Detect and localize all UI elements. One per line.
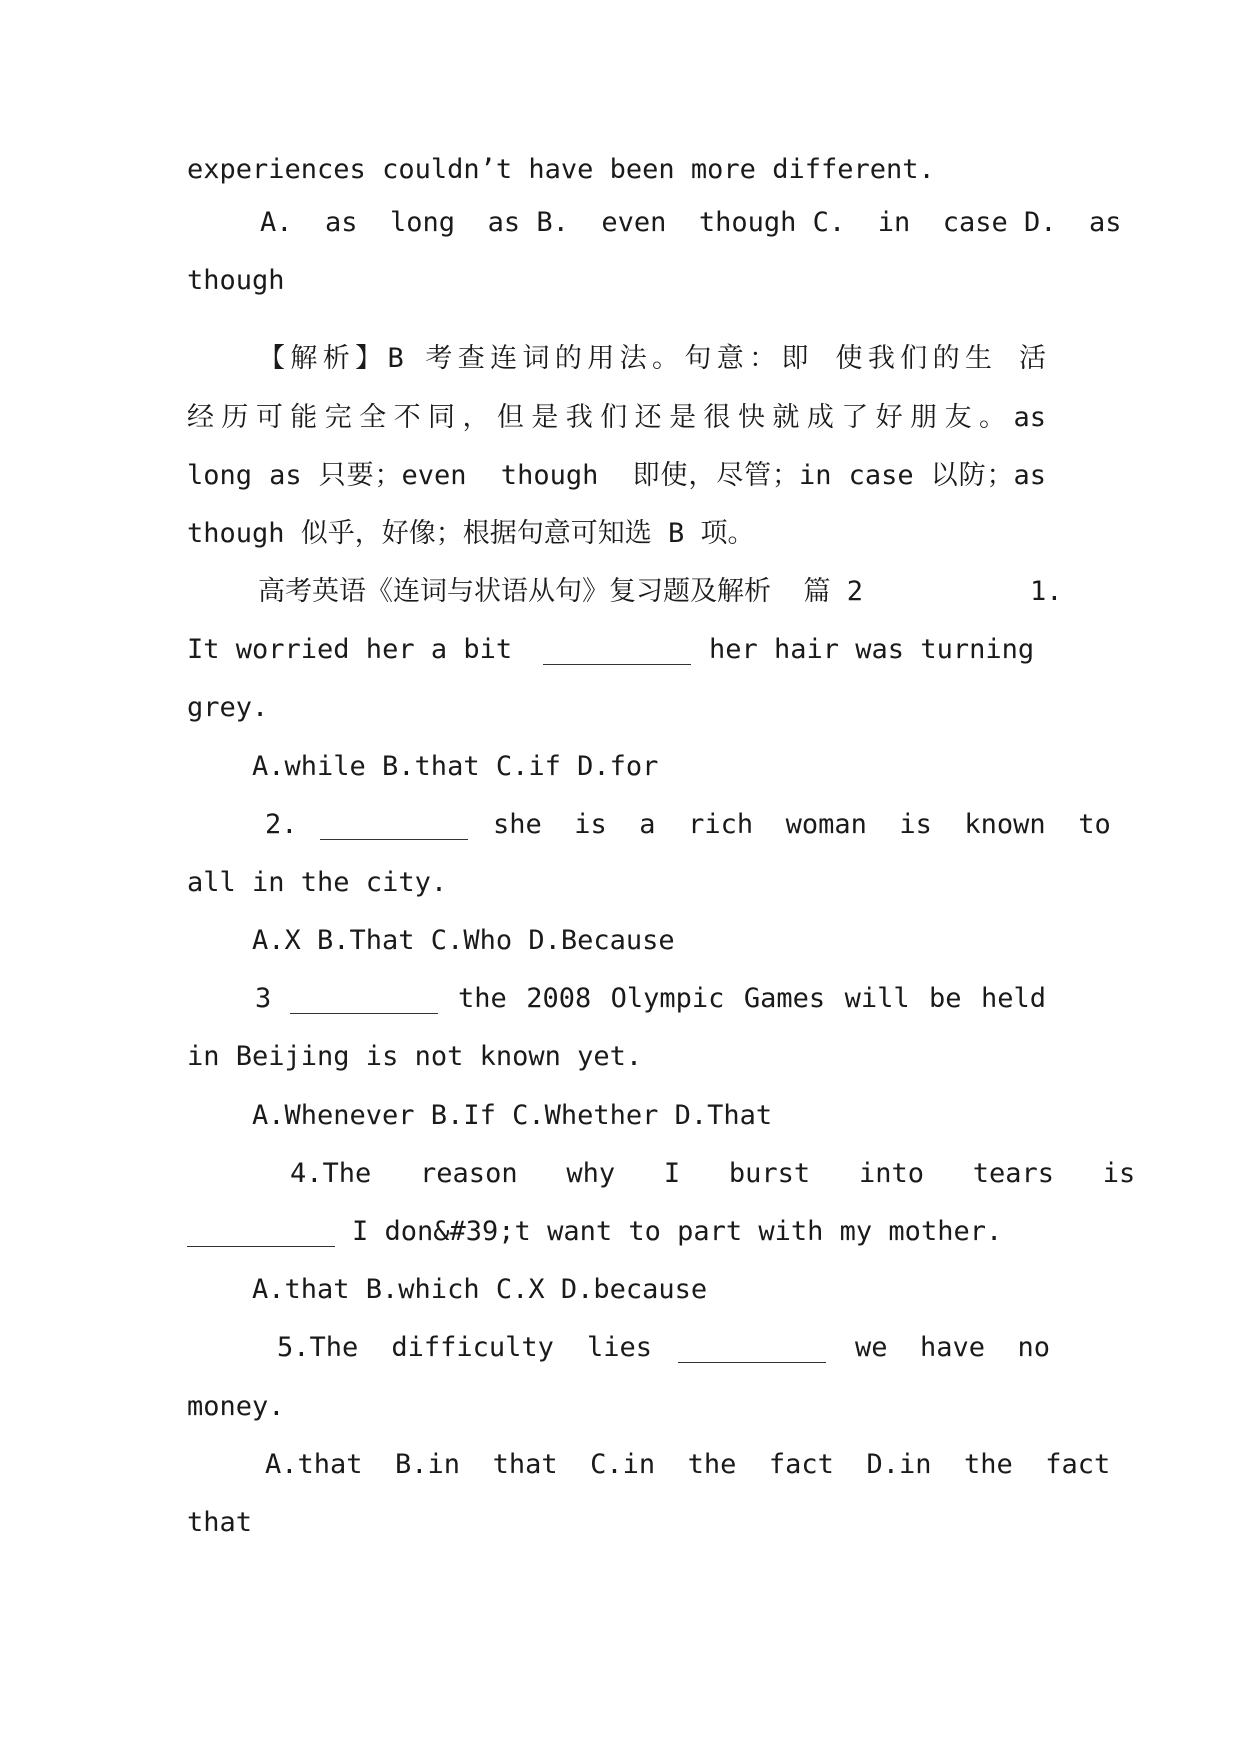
question-text: the 2008 Olympic Games will be held (458, 983, 1046, 1014)
question-text: she is a rich woman is known to (493, 809, 1111, 840)
analysis-line: though 似乎，好像；根据句意可知选 B 项。 (187, 518, 755, 549)
answer-options: A. as long as B. even though C. in case D. as (260, 207, 1122, 238)
answer-blank (290, 987, 438, 1014)
question-text: I don&#39;t want to part with my mother. (352, 1216, 1003, 1247)
text-line: though (187, 265, 285, 296)
answer-options: that (187, 1507, 253, 1538)
analysis-line: long as 只要；even though 即使，尽管；in case 以防；as (187, 460, 1046, 491)
answer-blank (543, 638, 691, 665)
question-number: 2. (265, 809, 298, 840)
question-text: in Beijing is not known yet. (187, 1041, 643, 1072)
analysis-line: 【解析】B 考查连词的用法。句意：即 使我们的生 活 (258, 343, 1046, 374)
text-line: experiences couldn’t have been more different. (187, 154, 935, 185)
question-text: 4.The reason why I burst into tears is (290, 1158, 1136, 1189)
question-text: we have no (855, 1332, 1051, 1363)
question-text: 5.The difficulty lies (277, 1332, 652, 1363)
answer-blank (187, 1220, 335, 1247)
section-heading: 高考英语《连词与状语从句》复习题及解析 篇 2 (258, 576, 864, 607)
answer-options: A.that B.in that C.in the fact D.in the fact (265, 1449, 1111, 1480)
question-number: 1. (1030, 576, 1063, 607)
analysis-line: 经历可能完全不同，但是我们还是很快就成了好朋友。as (187, 402, 1046, 433)
question-text: grey. (187, 692, 269, 723)
answer-options: A.that B.which C.X D.because (252, 1274, 708, 1305)
answer-options: A.Whenever B.If C.Whether D.That (252, 1100, 773, 1131)
answer-blank (320, 813, 468, 840)
question-number: 3 (255, 983, 272, 1014)
question-text: It worried her a bit (187, 634, 513, 665)
question-text: money. (187, 1391, 285, 1422)
answer-options: A.X B.That C.Who D.Because (252, 925, 675, 956)
question-text: her hair was turning (709, 634, 1035, 665)
answer-options: A.while B.that C.if D.for (252, 751, 659, 782)
question-text: all in the city. (187, 867, 448, 898)
answer-blank (678, 1336, 826, 1363)
